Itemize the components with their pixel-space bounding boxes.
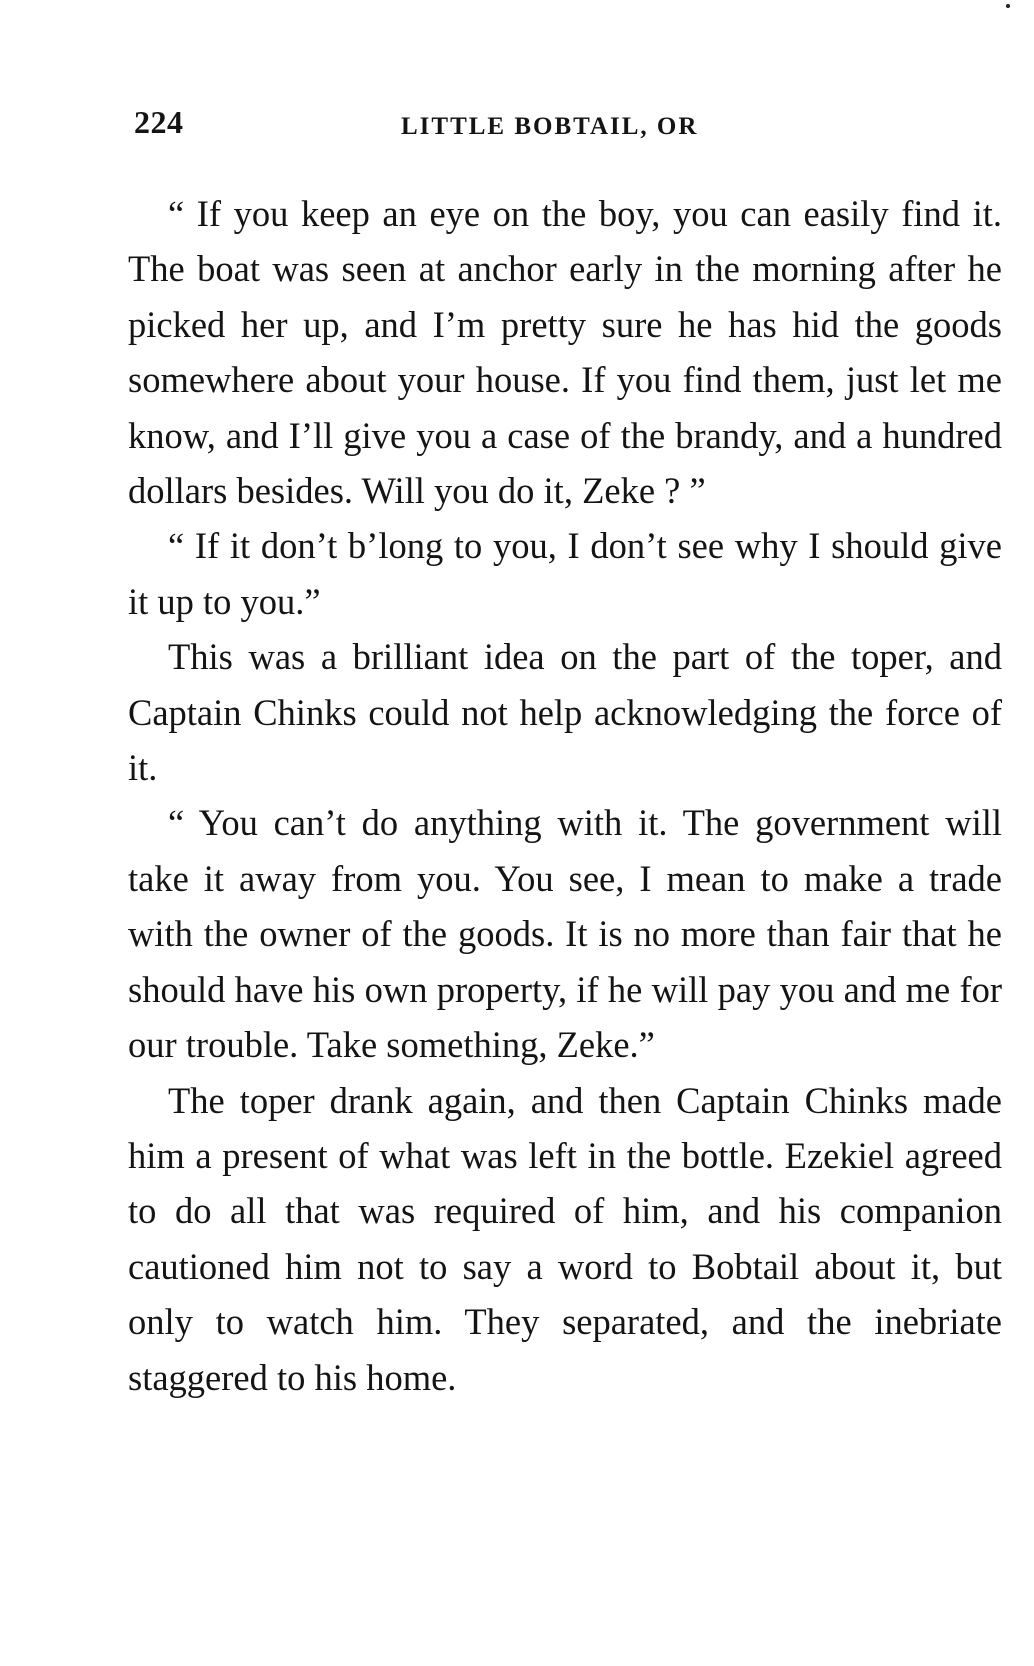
paragraph: The toper drank again, and then Captain Chinks made him a present of what was left in the bottle. Ezekiel agreed to do all that was required of him, and his companion cautioned him not to say a word to Bobtail about it, but only to watch him. They separated, and the inebriate staggered to his home. (128, 1079, 1002, 1398)
body-text (128, 186, 1002, 1405)
paragraph: “ You can’t do anything with it. The government will take it away from you. You see, I mean to make a trade with the owner of the goods. It is no more than fair that he should have his own property, if he will pay you and me for our trouble. Take something, Zeke.” (128, 802, 1002, 1066)
paragraph: “ If it don’t b’long to you, I don’t see why I should give it up to you.” (128, 525, 1002, 622)
page-number: 224 (134, 104, 184, 140)
ink-speck (1006, 4, 1010, 8)
paragraph: “ If you keep an eye on the boy, you can easily find it. The boat was seen at anchor early in the morning after he picked her up, and I’m pretty sure he has hid the goods somewhere about your house. If you find them, just let me know, and I’ll give you a case of the brandy, and a hundred dollars besides. Will you do it, Zeke ? ” (128, 193, 1002, 512)
paragraph: This was a brilliant idea on the part of the toper, and Captain Chinks could not help acknowledging the force of it. (128, 636, 1002, 789)
running-head: LITTLE BOBTAIL, OR (401, 113, 699, 140)
page-header (134, 104, 854, 150)
